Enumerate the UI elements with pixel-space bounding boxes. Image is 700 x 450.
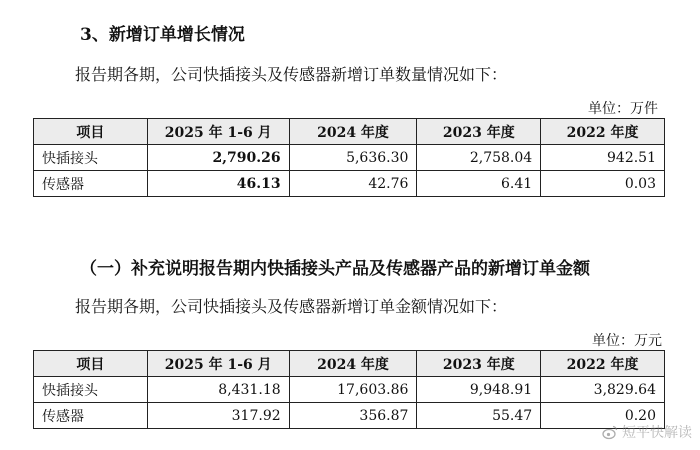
table-row [34,377,665,403]
col-header-2022: 2022 年度 [541,119,665,145]
row-label: 传感器 [34,171,148,197]
weibo-icon [602,424,618,440]
col-header-item: 项目 [34,351,148,377]
row-label: 快插接头 [34,145,148,171]
cell-value: 3,829.64 [541,377,665,403]
table-row [34,403,665,429]
table-row [34,171,665,197]
col-header-item: 项目 [34,119,148,145]
watermark-text: 短平快解读 [622,425,692,441]
cell-value: 942.51 [541,145,665,171]
cell-value: 5,636.30 [289,145,417,171]
cell-value: 46.13 [147,171,289,197]
col-header-2022: 2022 年度 [541,351,665,377]
section-heading-order-amount: （一）补充说明报告期内快插接头产品及传感器产品的新增订单金额 [80,259,590,279]
table-header-row [34,351,665,377]
cell-value: 0.03 [541,171,665,197]
cell-value: 17,603.86 [289,377,417,403]
unit-label-amount: 单位：万元 [592,333,662,349]
unit-label-quantity: 单位：万件 [588,101,658,117]
col-header-2024: 2024 年度 [289,119,417,145]
cell-value: 0.20 [541,403,665,429]
cell-value: 42.76 [289,171,417,197]
col-header-2024: 2024 年度 [289,351,417,377]
cell-value: 6.41 [417,171,541,197]
intro-amount: 报告期各期，公司快插接头及传感器新增订单金额情况如下： [75,297,508,316]
order-amount-table [33,350,665,429]
col-header-2025h1: 2025 年 1-6 月 [147,119,289,145]
cell-value: 8,431.18 [147,377,289,403]
cell-value: 9,948.91 [417,377,541,403]
watermark [602,422,692,442]
col-header-2023: 2023 年度 [417,351,541,377]
row-label: 传感器 [34,403,148,429]
cell-value: 2,790.26 [147,145,289,171]
order-quantity-table [33,118,665,197]
cell-value: 2,758.04 [417,145,541,171]
table-row [34,145,665,171]
col-header-2023: 2023 年度 [417,119,541,145]
cell-value: 356.87 [289,403,417,429]
intro-quantity: 报告期各期，公司快插接头及传感器新增订单数量情况如下： [75,65,508,84]
row-label: 快插接头 [34,377,148,403]
section-heading-new-orders: 3、新增订单增长情况 [80,25,245,45]
col-header-2025h1: 2025 年 1-6 月 [147,351,289,377]
cell-value: 317.92 [147,403,289,429]
table-header-row [34,119,665,145]
cell-value: 55.47 [417,403,541,429]
